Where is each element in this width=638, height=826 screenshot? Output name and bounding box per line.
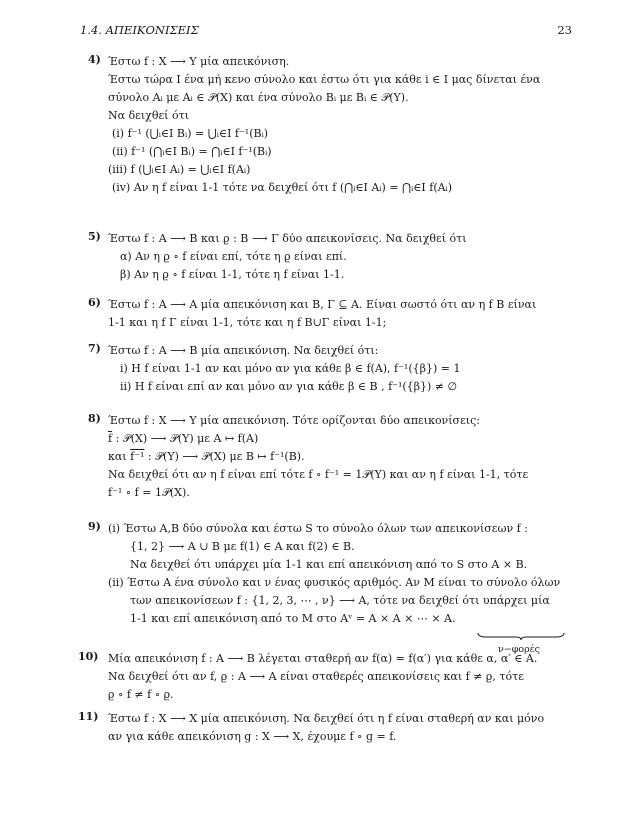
exercise-number: 9) [88,520,101,533]
sub-item-i: (i) f⁻¹ (⋃ᵢ∈I Bᵢ) = ⋃ᵢ∈I f⁻¹(Bᵢ) [112,127,269,140]
sub-item-iii: (iii) f (⋃ᵢ∈I Aᵢ) = ⋃ᵢ∈I f(Aᵢ) [108,163,251,176]
exercise-text: Να δειχθεί ότι αν f, ϱ : A ⟶ A είναι σταθερές απεικονίσεις και f ≠ ϱ, τότε [108,670,524,683]
exercise-text: {1, 2} ⟶ A ∪ B με f(1) ∈ A και f(2) ∈ B. [130,540,355,553]
exercise-number: 7) [88,342,101,355]
exercise-text: Έστω f : A ⟶ A μία απεικόνιση και B, Γ ⊆ A. Είναι σωστό ότι αν η f B είναι [108,298,537,311]
exercise-text: Να δειχθεί ότι υπάρχει μία 1-1 και επί απεικόνιση από το S στο A × B. [130,558,528,571]
sub-item-iv: (iv) Αν η f είναι 1-1 τότε να δειχθεί ότι f (⋂ᵢ∈I Aᵢ) = ⋂ᵢ∈I f(Aᵢ) [112,181,453,194]
exercise-8 [88,412,574,502]
exercise-text: Να δειχθεί ότι [108,109,190,122]
exercise-number: 8) [88,412,101,425]
exercise-10 [78,650,574,704]
exercise-number: 4) [88,53,101,66]
exercise-6 [88,296,574,332]
sub-item-b: β) Αν η ϱ ∘ f είναι 1-1, τότε η f είναι 1-1. [120,268,345,281]
exercise-number: 5) [88,230,101,243]
exercise-text: Να δειχθεί ότι αν η f είναι επί τότε f ∘ f⁻¹ = 1𝒫(Y) και αν η f είναι 1-1, τότε [108,468,529,481]
underbrace-curve [476,632,566,640]
exercise-text: Έστω τώρα I ένα μή κενο σύνολο και έστω ότι για κάθε i ∈ I μας δίνεται ένα [108,73,541,86]
exercise-text: Έστω f : A ⟶ B μία απεικόνιση. Να δειχθεί ότι: [108,344,379,357]
running-header [80,24,572,38]
exercise-text: Μία απεικόνιση f : A ⟶ B λέγεται σταθερή αν f(α) = f(α′) για κάθε α, α′ ∈ A. [108,652,538,665]
exercise-text: Έστω f : A ⟶ B και ϱ : B ⟶ Γ δύο απεικονίσεις. Να δειχθεί ότι [108,232,467,245]
exercise-number: 11) [78,710,99,723]
sub-item-ii: ii) Η f είναι επί αν και μόνο αν για κάθε β ∈ B , f⁻¹({β}) ≠ ∅ [120,380,458,393]
exercise-text: 1-1 και η f Γ είναι 1-1, τότε και η f B∪Γ είναι 1-1; [108,316,387,329]
sub-item-ii: (ii) Έστω A ένα σύνολο και ν ένας φυσικός αριθμός. Αν M είναι το σύνολο όλων [108,576,561,589]
exercise-text: 1-1 και επί απεικόνιση από το M στο Aᵛ = A × A × ⋯ × A. [130,612,456,625]
exercise-text: Έστω f : X ⟶ Y μία απεικόνιση. Τότε ορίζονται δύο απεικονίσεις: [108,414,480,427]
sub-item-ii: (ii) f⁻¹ (⋂ᵢ∈I Bᵢ) = ⋂ᵢ∈I f⁻¹(Bᵢ) [112,145,272,158]
section-title: 1.4. ΑΠΕΙΚΟΝΙΣΕΙΣ [80,23,199,37]
exercise-5 [88,230,574,284]
exercise-number: 6) [88,296,101,309]
exercise-number: 10) [78,650,99,663]
definition-text: : 𝒫(X) ⟶ 𝒫(Y) με A ↦ f(A) [112,432,259,445]
page-number: 23 [557,23,572,37]
sub-item-i: i) Η f είναι 1-1 αν και μόνο αν για κάθε β ∈ f(A), f⁻¹({β}) = 1 [120,362,461,375]
exercise-text: ϱ ∘ f ≠ f ∘ ϱ. [108,688,174,701]
conjunction-text: και [108,450,131,463]
exercise-text: αν για κάθε απεικόνιση g : X ⟶ X, έχουμε f ∘ g = f. [108,730,397,743]
sub-item-a: α) Αν η ϱ ∘ f είναι επί, τότε η ϱ είναι επί. [120,250,347,263]
induced-map-symbol: $\overline{f}$ [108,432,113,445]
exercise-text: f⁻¹ ∘ f = 1𝒫(X). [108,486,190,499]
exercise-text: των απεικονίσεων f : {1, 2, 3, ⋯ , ν} ⟶ A, τότε να δειχθεί ότι υπάρχει μία [130,594,550,607]
exercise-9 [88,520,574,656]
underbrace-label: ν−φορές [498,644,540,656]
exercise-text [108,448,574,466]
definition-text: : 𝒫(Y) ⟶ 𝒫(X) με B ↦ f⁻¹(B). [144,450,305,463]
sub-item-i: (i) Έστω A,B δύο σύνολα και έστω S το σύνολο όλων των απεικονίσεων f : [108,522,528,535]
exercise-text [108,430,574,448]
inverse-induced-map-symbol: f⁻¹ [130,450,145,463]
exercise-11 [78,710,574,746]
exercise-7 [88,342,574,396]
exercise-text: σύνολο Aᵢ με Aᵢ ∈ 𝒫(X) και ένα σύνολο Bᵢ με Bᵢ ∈ 𝒫(Y). [108,91,409,104]
exercise-4 [88,53,574,197]
exercise-text: Έστω f : X ⟶ Y μία απεικόνιση. [108,55,290,68]
exercise-text: Έστω f : X ⟶ X μία απεικόνιση. Να δειχθεί ότι η f είναι σταθερή αν και μόνο [108,712,545,725]
